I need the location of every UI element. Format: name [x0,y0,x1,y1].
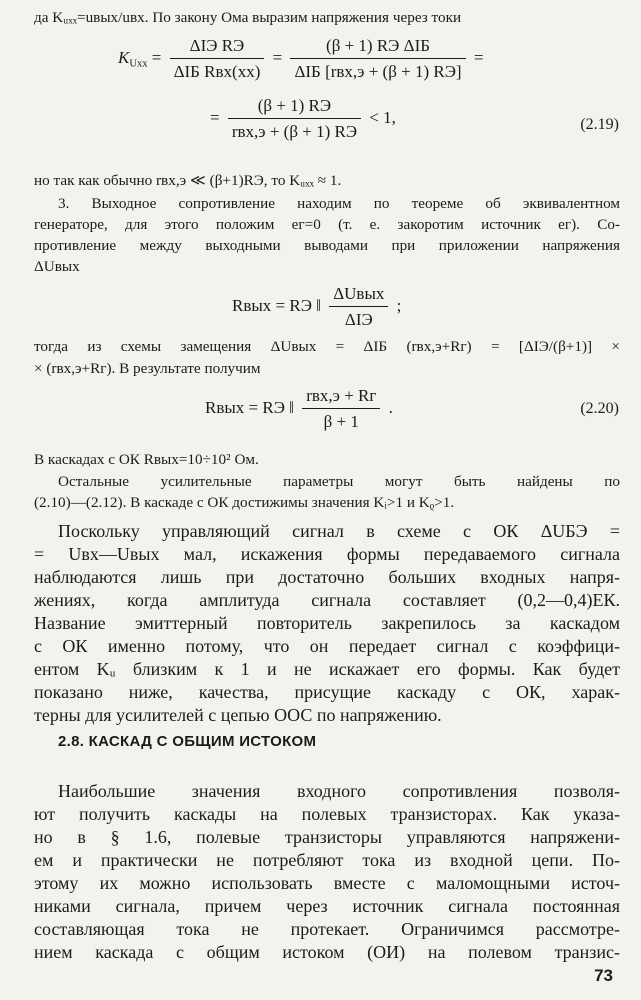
p-large-line-4: жениях, когда амплитуда сигнала составляет (0,2—0,4)EК. [34,590,620,610]
fraction-rout: $\frac{\text{ΔUвых}}{\text{ΔIЭ}}$ [329,284,388,330]
text-line-top: да Kᵤₓₓ=uвых/uвх. По закону Ома выразим напряжения через токи [34,9,462,26]
p-final-line-2: ют получить каскады на полевых транзисторах. Как указа- [34,804,620,824]
p-final-line-3: но в § 1.6, полевые транзисторы управляются напряжени- [34,827,620,847]
page-number: 73 [594,966,613,985]
equation-2-19-row2: = $\frac{(\beta + 1) RЭ}{\text{rвх,э + (β + 1) RЭ}}$ < 1, [210,96,396,141]
p-large-line-1: Поскольку управляющий сигнал в схеме с ОК ΔUБЭ = [58,521,620,541]
equation-number-2-19: (2.19) [580,116,619,133]
equation-2-20: Rвых = RЭ ‖ $\frac{\text{rвх,э + Rг}}{\beta + 1}$ . [205,386,393,431]
equation-number-2-20: (2.20) [580,400,619,417]
fraction-3: $\frac{(\beta + 1) RЭ}{\text{rвх,э + (β + 1) RЭ}}$ [228,96,361,142]
fraction-2-20: $\frac{\text{rвх,э + Rг}}{\beta + 1}$ [302,386,380,432]
p-large-line-3: наблюдаются лишь при достаточно больших входных напря- [34,567,620,587]
eq-lhs: $K_{Uxx}$ [118,47,148,70]
p3-line-1: 3. Выходное сопротивление находим по теореме об эквивалентном [58,195,620,212]
text-line-subst-1: тогда из схемы замещения ΔUвых = ΔIБ (rвх,э+Rг) = [ΔIЭ/(β+1)] × [34,338,620,355]
text-line-after-2-19: но так как обычно rвх,э ≪ (β+1)RЭ, то Kᵤₓₓ ≈ 1. [34,172,342,189]
p3-line-3: противление между выходными выводами при приложении напряжения [34,237,620,254]
p-large-line-7: ентом Kᵤ близким к 1 и не искажает его формы. Как будет [34,659,620,679]
equation-rout: Rвых = RЭ ‖ $\frac{\text{ΔUвых}}{\text{ΔIЭ}}$ ; [232,284,402,329]
p-final-line-4: ем и практически не потребляют тока из входной цепи. По- [34,850,620,870]
p-rest-line-1: Остальные усилительные параметры могут быть найдены по [58,473,620,490]
p-large-line-6: с ОК именно потому, что он передает сигнал с коэффици- [34,636,620,656]
p-large-line-8: показано ниже, качества, присущие каскаду с ОК, харак- [34,682,620,702]
p-final-line-7: составляющая тока не протекает. Ограничимся рассмотре- [34,919,620,939]
p-rest-line-2: (2.10)—(2.12). В каскаде с ОК достижимы значения Kᵢ>1 и Kᵨ>1. [34,494,455,511]
fraction-1: $\frac{\text{ΔIЭ RЭ}}{\text{ΔIБ Rвх(xx)}}$ [170,36,265,82]
text-line-subst-2: × (rвх,э+Rг). В результате получим [34,360,261,377]
p-final-line-5: этому их можно использовать вместе с маломощными источ- [34,873,620,893]
p-final-line-6: никами сигнала, причем через источник сигнала постоянная [34,896,620,916]
p-large-line-5: Название эмиттерный повторитель закрепилось за каскадом [34,613,620,633]
equation-2-19-row1: $K_{Uxx}$ = $\frac{\text{ΔIЭ RЭ}}{\text{ΔIБ Rвх(xx)}}$ = $\frac{\text{(β + 1) RЭ ΔIБ}}{\text{ΔIБ [rвх,э + (β + 1) RЭ]}}$ = [118,36,484,81]
text-line-ok: В каскадах с ОК Rвых=10÷10² Ом. [34,451,259,468]
p-final-line-1: Наибольшие значения входного сопротивления позволя- [58,781,620,801]
fraction-2: $\frac{\text{(β + 1) RЭ ΔIБ}}{\text{ΔIБ [rвх,э + (β + 1) RЭ]}}$ [290,36,465,82]
section-heading: 2.8. КАСКАД С ОБЩИМ ИСТОКОМ [58,733,317,750]
p-final-line-8: нием каскада с общим истоком (ОИ) на полевом транзис- [34,942,620,962]
p3-line-2: генераторе, для этого положим eг=0 (т. е. закоротим источник eг). Со- [34,216,620,233]
p3-line-4: ΔUвых [34,258,80,275]
p-large-line-9: терны для усилителей с цепью ООС по напряжению. [34,705,442,725]
p-large-line-2: = Uвх—Uвых мал, искажения формы передаваемого сигнала [34,544,620,564]
